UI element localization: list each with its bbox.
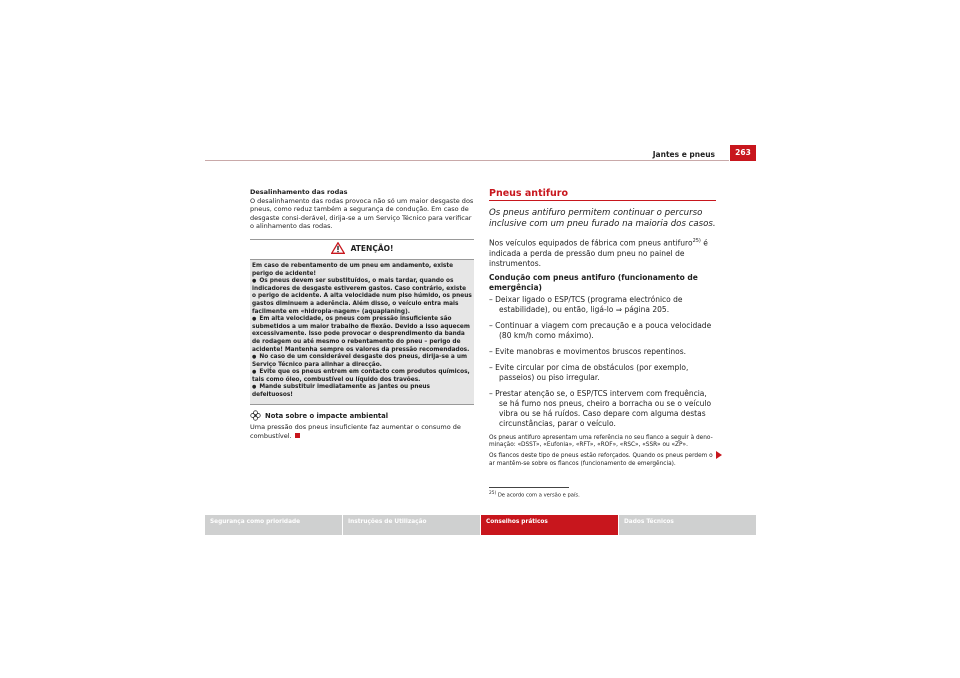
runflat-note-2: Os flancos deste tipo de pneus estão reforçados. Quando os pneus perdem o ar mantêm-se sobre os flancos (funcionamento de emergência). bbox=[489, 453, 713, 467]
runflat-paragraph bbox=[489, 236, 716, 269]
runflat-note-1: Os pneus antifuro apresentam uma referência no seu flanco a seguir à deno-minação: «DSST», «Eufonia», «RFT», «ROF», «RSC», «SSR» ou «ZP». bbox=[489, 434, 713, 449]
warning-bullet: ● No caso de um considerável desgaste dos pneus, dirija-se a um Serviço Técnico para alinhar a direcção. bbox=[252, 354, 472, 369]
step-item: – Continuar a viagem com precaução e a pouca velocidade (80 km/h como máximo). bbox=[489, 320, 712, 340]
footnote bbox=[489, 491, 580, 499]
warning-bullet: ● Evite que os pneus entrem em contacto com produtos químicos, tais como óleo, combustível ou líquido dos travões. bbox=[252, 369, 472, 384]
environment-note-title: Nota sobre o impacte ambiental bbox=[265, 412, 389, 421]
footnote-reference[interactable]: 25) bbox=[692, 238, 701, 244]
footnote-text: De acordo com a versão e país. bbox=[497, 492, 580, 499]
footer-tab-safety[interactable]: Segurança como prioridade bbox=[205, 515, 342, 535]
warning-title: ATENÇÃO! bbox=[350, 244, 394, 254]
step-item: – Evite circular por cima de obstáculos (por exemplo, passeios) ou piso irregular. bbox=[489, 362, 689, 382]
continue-arrow-icon bbox=[716, 451, 722, 459]
page-title: Jantes e pneus bbox=[652, 150, 715, 159]
footer-tab-technical-data[interactable]: Dados Técnicos bbox=[619, 515, 756, 535]
warning-bullet: ● Mande substituir imediatamente as jantes ou pneus defeituosos! bbox=[252, 384, 472, 399]
environment-note-header bbox=[250, 410, 474, 424]
section-title: Pneus antifuro bbox=[489, 188, 716, 201]
step-item: – Prestar atenção se, o ESP/TCS intervem com frequência, se há fumo nos pneus, cheiro a borracha ou se o veículo vibra ou se há ruídos. Caso depare com alguma destas circunstâncias, parar o veículo. bbox=[489, 388, 712, 428]
footer-tab-operating-instructions[interactable]: Instruções de Utilização bbox=[343, 515, 480, 535]
page-number-badge: 263 bbox=[730, 145, 756, 161]
warning-box bbox=[250, 239, 474, 405]
warning-triangle-icon bbox=[331, 242, 345, 257]
environment-note-body: Uma pressão dos pneus insuficiente faz aumentar o consumo de combustível. bbox=[250, 423, 461, 440]
right-column bbox=[489, 188, 716, 469]
warning-body bbox=[250, 260, 474, 404]
footer-tab-practical-tips[interactable]: Conselhos práticos bbox=[481, 515, 618, 535]
footer-nav bbox=[205, 515, 756, 535]
left-column bbox=[250, 188, 474, 440]
warning-bullet: ● Em alta velocidade, os pneus com pressão insuficiente são submetidos a um maior trabalho de flexão. Devido a isso aquecem excessivamente. Isso pode provocar o desprendimento da banda de rodagem ou até mesmo o rebentamento do pneu – perigo de acidente! Mantenha sempre os valores da pressão recomendados. bbox=[252, 316, 472, 354]
warning-intro: Em caso de rebentamento de um pneu em andamento, existe perigo de acidente! bbox=[252, 262, 454, 277]
section-intro: Os pneus antifuro permitem continuar o percurso inclusive com um pneu furado na maioria dos casos. bbox=[489, 208, 716, 229]
runflat-paragraph-start: Nos veículos equipados de fábrica com pneus antifuro bbox=[489, 238, 693, 248]
section-end-marker bbox=[295, 433, 300, 438]
footnote-rule bbox=[489, 487, 569, 488]
environment-flower-icon bbox=[250, 410, 261, 424]
warning-bullet: ● Os pneus devem ser substituídos, o mais tardar, quando os indicadores de desgaste estiverem gastos. Caso contrário, existe o perigo de acidente. A alta velocidade num piso húmido, os pneus gastos diminuem a aderência. Além disso, o veículo entra mais facilmente em «hidropla-nagem» (aquaplaning). bbox=[252, 278, 472, 316]
runflat-paragraph-end: é indicada a perda de pressão dum pneu no painel de instrumentos. bbox=[489, 238, 708, 268]
misalignment-paragraph: O desalinhamento das rodas provoca não só um maior desgaste dos pneus, como reduz também a segurança de condução. Em caso de desgaste consi-derável, dirija-se a um Serviço Técnico para verificar o alinhamento das rodas. bbox=[250, 196, 474, 231]
emergency-driving-heading: Condução com pneus antifuro (funcionamento de emergência) bbox=[489, 272, 698, 292]
step-item: – Deixar ligado o ESP/TCS (programa electrónico de estabilidade), ou então, ligá-lo ⇒ página 205. bbox=[489, 294, 683, 314]
environment-note-text bbox=[250, 423, 474, 440]
step-item: – Evite manobras e movimentos bruscos repentinos. bbox=[489, 346, 687, 356]
misalignment-heading: Desalinhamento das rodas bbox=[250, 188, 348, 196]
header-rule bbox=[205, 160, 729, 161]
warning-header bbox=[250, 240, 474, 260]
footnote-marker: 25) bbox=[489, 491, 497, 496]
